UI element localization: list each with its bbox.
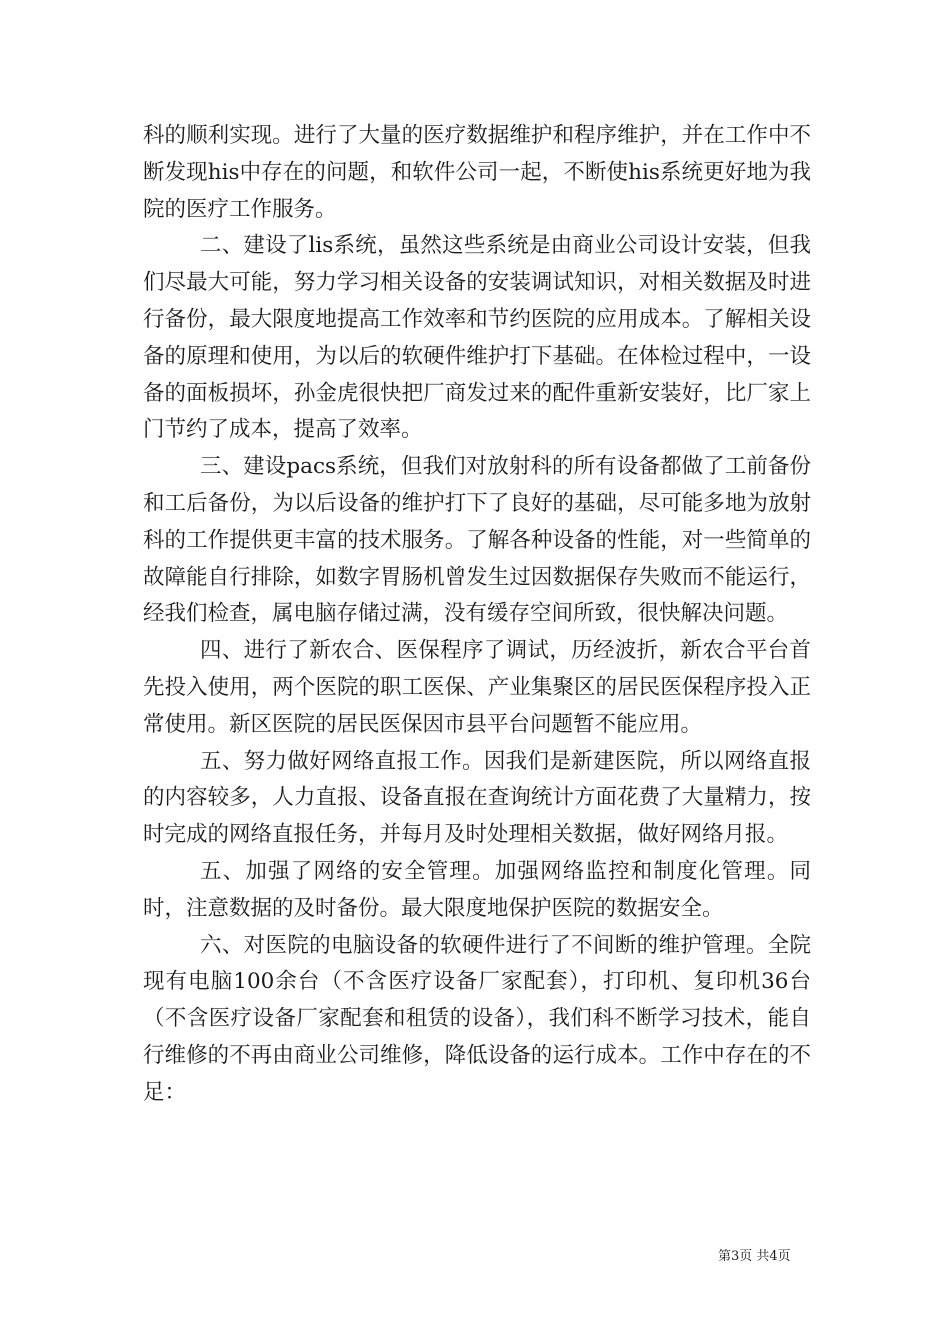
paragraph-insurance-program: 四、进行了新农合、医保程序了调试，历经波折，新农合平台首先投入使用，两个医院的职工医保、产业集聚区的居民医保程序投入正常使用。新区医院的居民医保因市县平台问题暂不能应用。 (143, 638, 811, 737)
document-body (143, 118, 811, 1112)
page-number-footer: 第3页 共4页 (718, 1249, 791, 1264)
paragraph-pacs-system: 三、建设pacs系统，但我们对放射科的所有设备都做了工前备份和工后备份，为以后设备的维护打下了良好的基础，尽可能多地为放射科的工作提供更丰富的技术服务。了解各种设备的性能，对一些简单的故障能自行排除，如数字胃肠机曾发生过因数据保存失败而不能运行，经我们检查，属电脑存储过满，没有缓存空间所致，很快解决问题。 (143, 454, 811, 627)
paragraph-equipment-maintenance: 六、对医院的电脑设备的软硬件进行了不间断的维护管理。全院现有电脑100余台（不含医疗设备厂家配套），打印机、复印机36台（不含医疗设备厂家配套和租赁的设备），我们科不断学习技术，能自行维修的不再由商业公司维修，降低设备的运行成本。工作中存在的不足： (143, 932, 811, 1105)
paragraph-continuation: 科的顺利实现。进行了大量的医疗数据维护和程序维护，并在工作中不断发现his中存在的问题，和软件公司一起，不断使his系统更好地为我院的医疗工作服务。 (143, 123, 811, 222)
paragraph-network-reporting: 五、努力做好网络直报工作。因我们是新建医院，所以网络直报的内容较多，人力直报、设备直报在查询统计方面花费了大量精力，按时完成的网络直报任务，并每月及时处理相关数据，做好网络月报。 (143, 748, 811, 848)
paragraph-network-security: 五、加强了网络的安全管理。加强网络监控和制度化管理。同时，注意数据的及时备份。最大限度地保护医院的数据安全。 (143, 858, 811, 921)
paragraph-lis-system: 二、建设了lis系统，虽然这些系统是由商业公司设计安装，但我们尽最大可能，努力学习相关设备的安装调试知识，对相关数据及时进行备份，最大限度地提高工作效率和节约医院的应用成本。了解相关设备的原理和使用，为以后的软硬件维护打下基础。在体检过程中，一设备的面板损坏，孙金虎很快把厂商发过来的配件重新安装好，比厂家上门节约了成本，提高了效率。 (143, 233, 811, 443)
